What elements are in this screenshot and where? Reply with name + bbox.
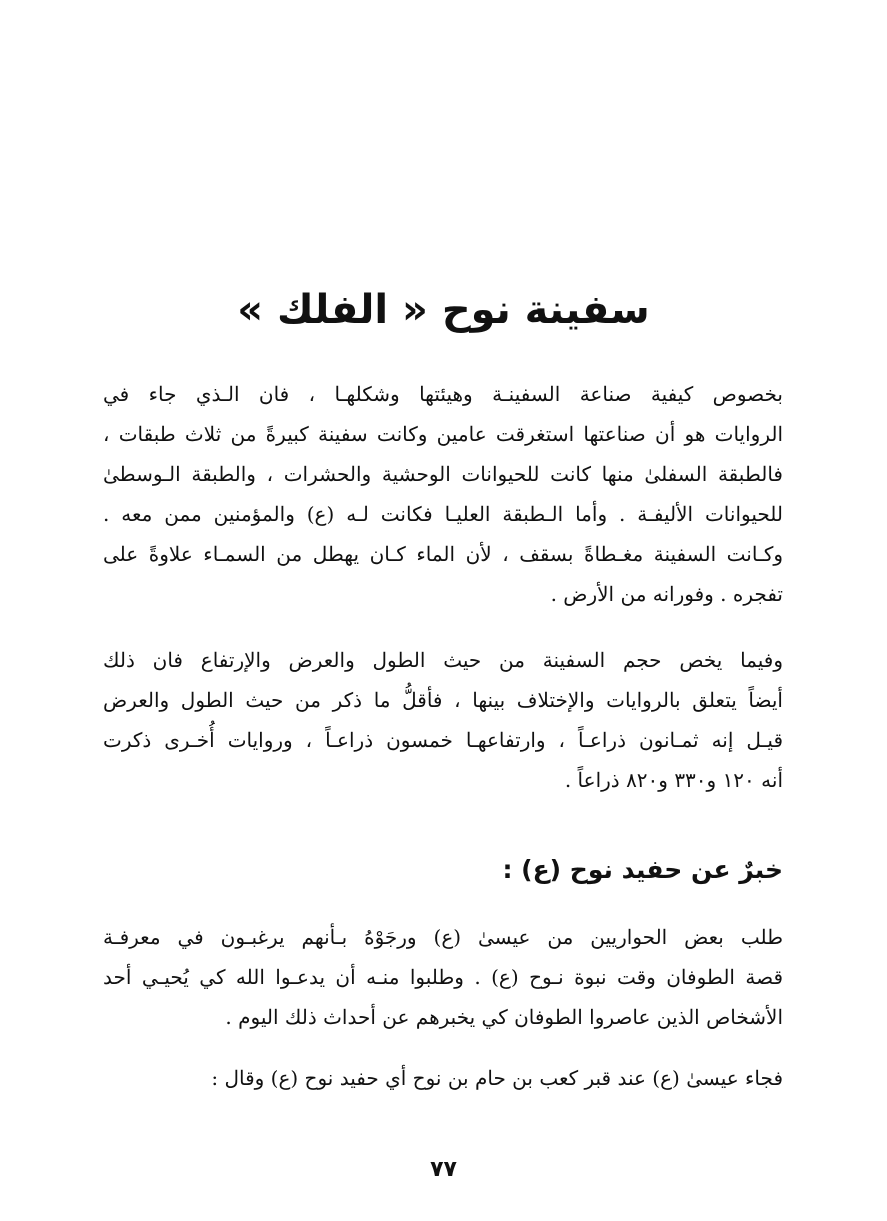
text-line: وفيما يخص حجم السفينة من حيث الطول والعرض والإرتفاع فان ذلك — [103, 648, 783, 672]
paragraph-disciples-request — [103, 917, 783, 1037]
text-line: تفجره . وفورانه من الأرض . — [550, 582, 783, 606]
page-number: ٧٧ — [430, 1157, 457, 1182]
chapter-title: سفينة نوح « الفلك » — [237, 287, 650, 333]
text-line: قصة الطوفان وقت نبوة نـوح (ع) . وطلبوا منـه أن يدعـوا الله كي يُحيـي أحد — [103, 965, 783, 989]
section-subheading: خبرٌ عن حفيد نوح (ع) : — [502, 855, 783, 884]
text-line: وكـانت السفينة مغـطاةً بسقف ، لأن الماء كـان يهطل من السمـاء علاوةً على — [103, 542, 783, 566]
text-line: أيضاً يتعلق بالروايات والإختلاف بينها ، فأقلُّ ما ذكر من حيث الطول والعرض — [103, 688, 783, 712]
text-line: الروايات هو أن صناعتها استغرقت عامين وكانت سفينة كبيرةً من ثلاث طبقات ، — [103, 422, 783, 446]
text-line: أنه ١٢٠ و٣٣٠ و٨٢٠ ذراعاً . — [564, 768, 783, 792]
text-line: قيـل إنه ثمـانون ذراعـاً ، وارتفاعهـا خمسون ذراعـاً ، وروايات أُخـرى ذكرت — [103, 728, 783, 752]
text-line: الأشخاص الذين عاصروا الطوفان كي يخبرهم عن أحداث ذلك اليوم . — [225, 1005, 783, 1029]
paragraph-ark-construction — [103, 374, 783, 614]
paragraph-ark-dimensions — [103, 640, 783, 800]
text-line: فالطبقة السفلىٰ منها كانت للحيوانات الوحشية والحشرات ، والطبقة الـوسطىٰ — [103, 462, 783, 486]
text-line: للحيوانات الأليفـة . وأما الـطبقة العليـا فكانت لـه (ع) والمؤمنين ممن معه . — [103, 502, 783, 526]
text-line: فجاء عيسىٰ (ع) عند قبر كعب بن حام بن نوح أي حفيد نوح (ع) وقال : — [211, 1066, 783, 1090]
text-line: طلب بعض الحواريين من عيسىٰ (ع) ورجَوْهُ بـأنهم يرغبـون في معرفـة — [103, 925, 783, 949]
text-line: بخصوص كيفية صناعة السفينـة وهيئتها وشكلهـا ، فان الـذي جاء في — [103, 382, 783, 406]
paragraph-grave-visit — [103, 1058, 783, 1098]
